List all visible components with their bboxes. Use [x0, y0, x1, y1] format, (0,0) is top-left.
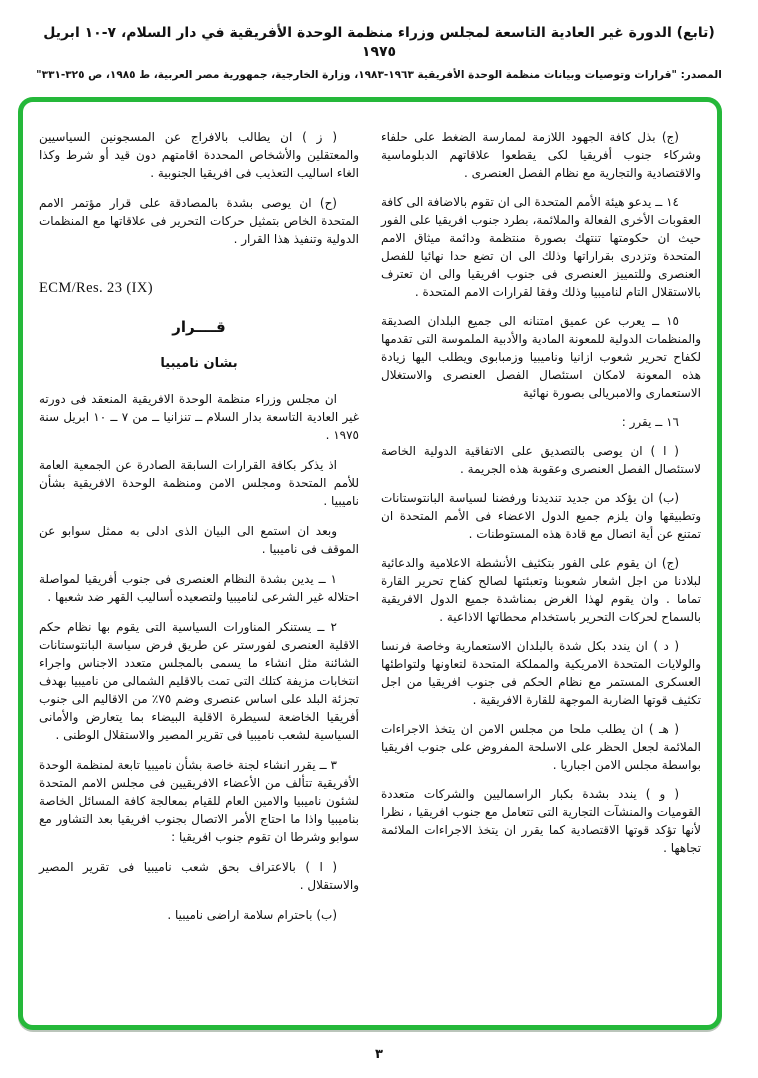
subclause-alef: ( ا ) بالاعتراف بحق شعب ناميبيا فى تقرير المصير والاستقلال .	[39, 859, 359, 892]
document-header	[0, 0, 758, 81]
content-frame	[18, 97, 722, 1030]
subclause-ba: (ب) باحترام سلامة اراضى ناميبيا .	[167, 907, 337, 922]
clause-waw: ( و ) يندد بشدة بكبار الراسماليين والشركات متعددة القوميات والمنشآت التجارية التى تتعامل مع جنوب افريقيا ، نظرا لأنها تؤكد قوتها الاقتصادية كما يقرر ان يتخذ الاجراءات الملائمة تجاهها .	[381, 787, 701, 855]
item-14: ١٤ ــ يدعو هيئة الأمم المتحدة الى ان تقوم بالاضافة الى كافة العقوبات الأخرى الفعالة والملائمة، بطرد جنوب افريقيا على الفور حيث ان حكومتها تنتهك بصورة منتظمة ودائمة ميثاق الامم المتحدة وتزدرى بقراراتها وذلك الى ان تضع حدا نهائيا للفصل العنصرى وللتمييز العنصرى فى جنوب افريقيا والى ان تعترف بالاستقلال التام لناميبيا وذلك وفقا لقرارات الامم المتحدة .	[381, 195, 701, 299]
clause-jeem: (ج) ان يقوم على الفور بتكثيف الأنشطة الاعلامية والدعائية لبلادنا من اجل اشعار شعوبنا وتعبئتها لصالح كفاح تحرير القارة تماما . وان يقوم لهذا الغرض بمناشدة جميع الدول الافريقية بالسماح لحركات التحرير باستخدام محطاتها الاذاعية .	[381, 556, 701, 624]
clause-zay: ( ز ) ان يطالب بالافراج عن المسجونين السياسيين والمعتقلين والأشخاص المحددة اقامتهم دون قيد أو شرط وكذا الغاء اساليب التعذيب فى افريقيا الجنوبية .	[39, 130, 359, 180]
preamble-session: ان مجلس وزراء منظمة الوحدة الافريقية المنعقد فى دورته غير العادية التاسعة بدار السلام ــ تنزانيا ــ من ٧ ــ ١٠ ابريل سنة ١٩٧٥ .	[39, 391, 360, 442]
clause-alef: ( ا ) ان يوصى بالتصديق على الاتفاقية الدولية الخاصة لاستئصال الفصل العنصرى وعقوبة هذه الجريمة .	[381, 444, 701, 476]
preamble-recalling: اذ يذكر بكافة القرارات السابقة الصادرة عن الجمعية العامة للأمم المتحدة ومجلس الامن ومنظمة الوحدة الافريقية بشأن ناميبيا .	[39, 457, 359, 508]
resolution-ref: ECM/Res. 23 (IX)	[39, 280, 153, 296]
column-left	[39, 128, 359, 1017]
preamble-statement: وبعد ان استمع الى البيان الذى ادلى به ممثل سوابو عن الموقف فى ناميبيا .	[39, 523, 359, 556]
item-16: ١٦ ــ يقرر :	[621, 415, 679, 429]
item-1: ١ ــ يدين بشدة النظام العنصرى فى جنوب أفريقيا لمواصلة احتلاله غير الشرعى لناميبيا ولتصعيده أساليب القهر ضد شعبها .	[39, 571, 359, 604]
header-session-title: (تابع) الدورة غير العادية التاسعة لمجلس وزراء منظمة الوحدة الأفريقية في دار السلام، ٧-١٠ ابريل ١٩٧٥	[43, 25, 715, 60]
page-number: ٣	[375, 1047, 383, 1062]
clause-ba: (ب) ان يؤكد من جديد تنديدنا ورفضنا لسياسة البانتوستانات وتطبيقها وان يلزم جميع الدول الاعضاء فى الأمم المتحدة ان تمتنع عن أية اتصال مع قادة هذه المستوطنات .	[381, 491, 701, 541]
resolution-subject: بشان ناميبيا	[160, 356, 238, 372]
item-15: ١٥ ــ يعرب عن عميق امتنانه الى جميع البلدان الصديقة والمنظمات الدولية للمعونة المادية والأدبية الملموسة التى تقدمها لكفاح تحرير شعوب ازانيا وناميبيا وزمبابوى ويطلب اليها زيادة هذه المعونة لامكان استئصال الفصل العنصرى والاستغلال الاستعمارى والامبريالى بصورة نهائية	[381, 314, 701, 400]
header-source-line: المصدر: "قرارات وتوصيات وبيانات منظمة الوحدة الأفريقية ١٩٦٣-١٩٨٣، وزارة الخارجية، جمهورية مصر العربية، ط ١٩٨٥، ص ٣٢٥-٣٣١"	[36, 68, 722, 81]
item-3: ٣ ــ يقرر انشاء لجنة خاصة بشأن ناميبيا تابعة لمنظمة الوحدة الأفريقية تتألف من الأعضاء الافريقيين فى مجلس الامم المتحدة لشئون ناميبيا والامين العام للقيام بمعالجة كافة المسائل الخاصة بناميبيا واذا ما احتاج الأمر الاتصال بجنوب افريقيا بعد التشاور مع سوابو وشرطا ان تقوم جنوب افريقيا :	[39, 757, 359, 844]
item-2: ٢ ــ يستنكر المناورات السياسية التى يقوم بها نظام حكم الاقلية العنصرى لفورستر عن طريق فرض سياسة البانتوستانات الشائنة مثل انشاء ما يسمى بالمجلس متعدد الاجناس واجراء انتخابات مزيفة كتلك التى تمت بالاقليم الشمالى من ناميبيا بهدف تجزئة البلد على اساس عنصرى وضم ٧٥٪ من الاقاليم الى جنوب أفريقيا الخاضعة لسيطرة الاقلية البيضاء بما يتعارض والأمانى السياسية لشعب ناميبيا فى تقرير المصير والاستقلال الوطنى .	[39, 619, 359, 742]
resolution-title: قــــرار	[172, 317, 226, 336]
column-right	[381, 128, 701, 1017]
clause-dal: ( د ) ان يندد بكل شدة بالبلدان الاستعمارية وخاصة فرنسا والولايات المتحدة الامريكية والمملكة المتحدة لتعاونها ولتواطئها العسكرى المستمر مع نظام الحكم فى جنوب افريقيا من اجل تكثيف قوتها الضاربة الموجهة للقارة الافريقية .	[381, 639, 701, 707]
clause-ha: ( هـ ) ان يطلب ملحا من مجلس الامن ان يتخذ الاجراءات الملائمة لجعل الحظر على الاسلحة المفروض على جنوب افريقيا بواسطة مجلس الامن اجباريا .	[381, 722, 701, 772]
two-column-layout	[23, 102, 717, 1025]
clause-jeem-pressure: (ج) بذل كافة الجهود اللازمة لممارسة الضغط على حلفاء وشركاء جنوب أفريقيا لكى يقطعوا علاقاتهم الدبلوماسية والاقتصادية والتجارية مع نظام الفصل العنصرى .	[381, 130, 701, 180]
clause-hha: (ح) ان يوصى بشدة بالمصادقة على قرار مؤتمر الامم المتحدة الخاص بتمثيل حركات التحرير فى علاقاتها مع المنظمات الدولية وتنفيذ هذا القرار .	[39, 196, 359, 246]
